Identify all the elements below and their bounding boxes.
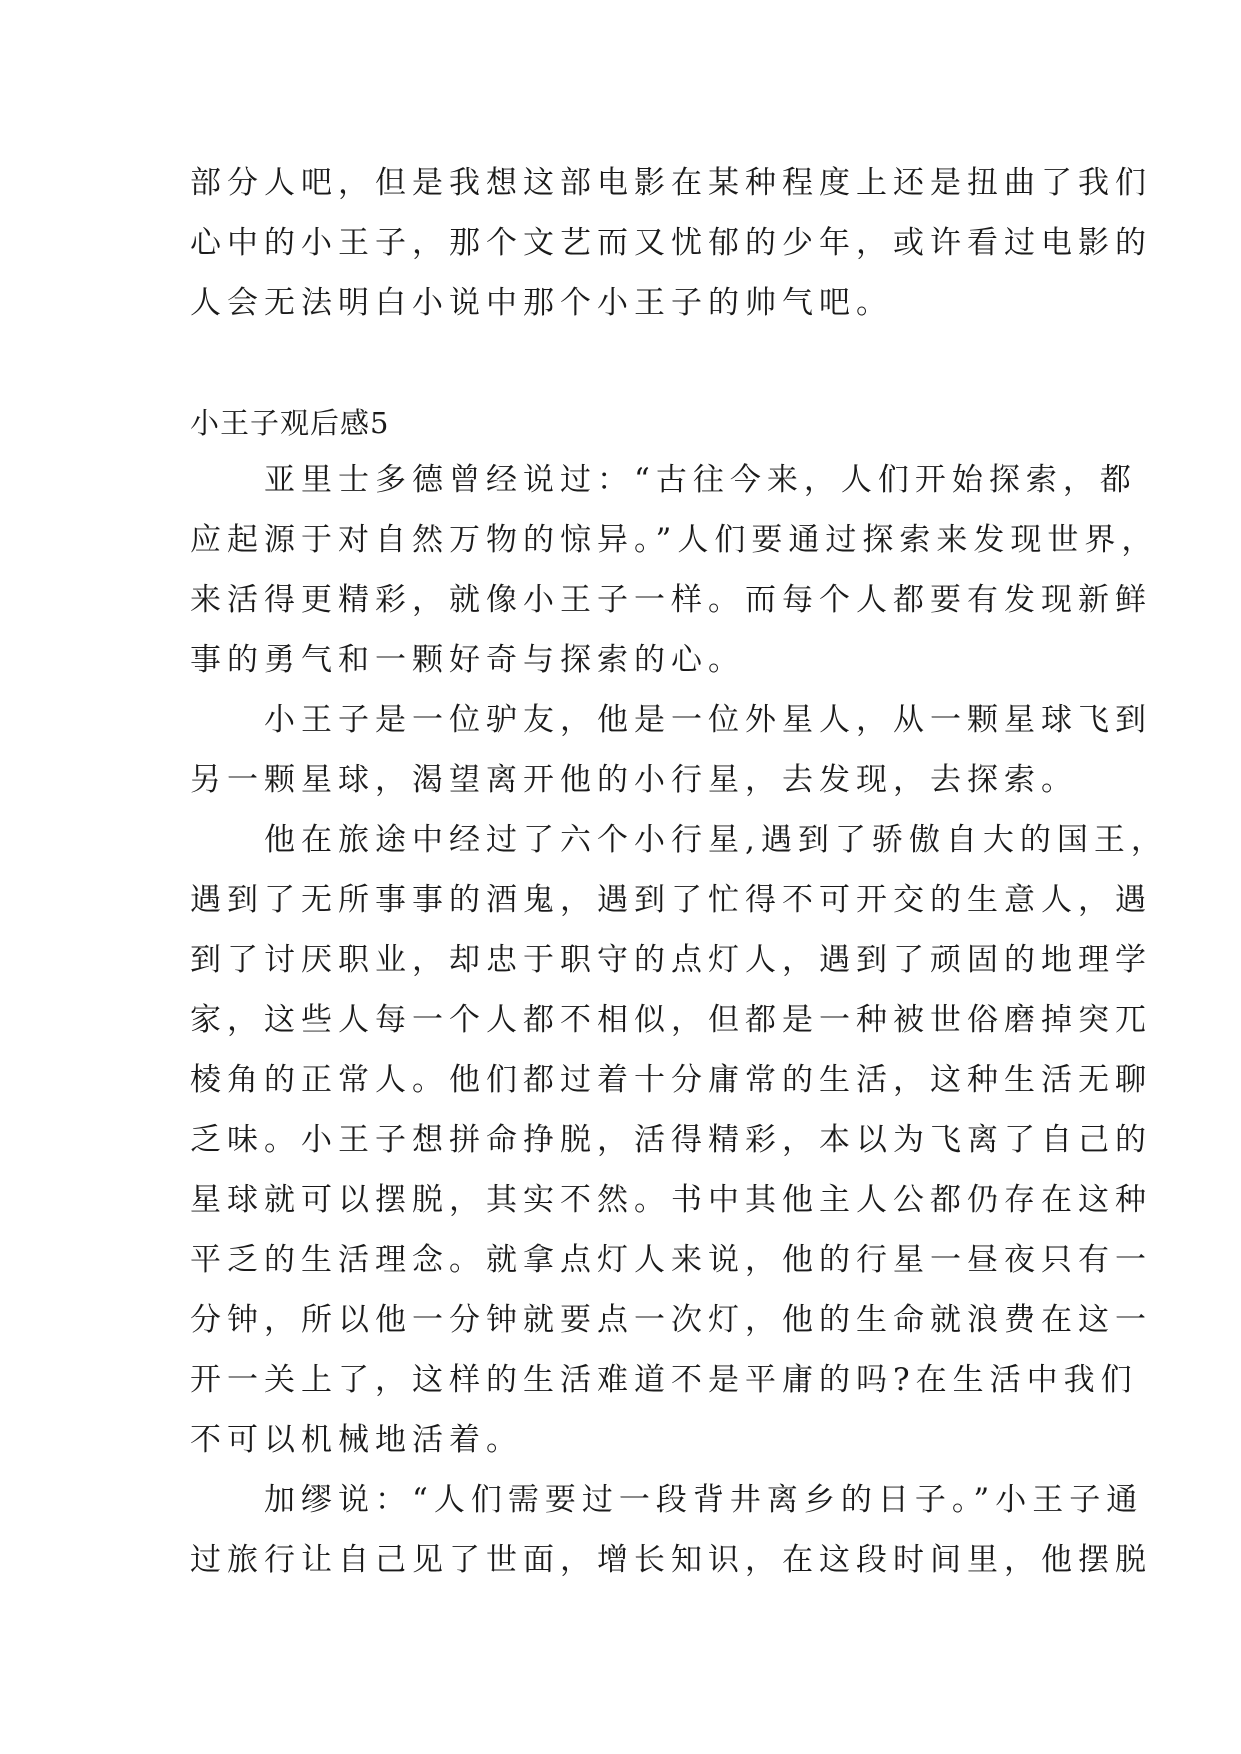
text-line: 小王子是一位驴友，他是一位外星人，从一颗星球飞到 xyxy=(190,702,1152,738)
text-line: 棱角的正常人。他们都过着十分庸常的生活，这种生活无聊 xyxy=(190,1062,1152,1098)
text-line: 分钟，所以他一分钟就要点一次灯，他的生命就浪费在这一 xyxy=(190,1302,1152,1338)
text-line: 部分人吧，但是我想这部电影在某种程度上还是扭曲了我们 xyxy=(190,165,1152,201)
text-line: 平乏的生活理念。就拿点灯人来说，他的行星一昼夜只有一 xyxy=(190,1242,1152,1278)
text-line: 心中的小王子，那个文艺而又忧郁的少年，或许看过电影的 xyxy=(190,225,1152,261)
body-text xyxy=(190,450,1168,1590)
text-line: 人会无法明白小说中那个小王子的帅气吧。 xyxy=(190,285,893,321)
text-line: 来活得更精彩，就像小王子一样。而每个人都要有发现新鲜 xyxy=(190,582,1152,618)
text-line: 事的勇气和一颗好奇与探索的心。 xyxy=(190,642,745,678)
text-line: 到了讨厌职业，却忠于职守的点灯人，遇到了顽固的地理学 xyxy=(190,942,1152,978)
intro-paragraph xyxy=(190,153,1152,333)
text-line: 他在旅途中经过了六个小行星,遇到了骄傲自大的国王， xyxy=(190,822,1168,858)
text-line: 不可以机械地活着。 xyxy=(190,1422,523,1458)
text-line: 亚里士多德曾经说过：“古往今来，人们开始探索，都 xyxy=(190,462,1137,498)
text-line: 开一关上了，这样的生活难道不是平庸的吗?在生活中我们 xyxy=(190,1362,1138,1398)
section-heading: 小王子观后感5 xyxy=(190,406,390,440)
text-line: 家，这些人每一个人都不相似，但都是一种被世俗磨掉突兀 xyxy=(190,1002,1152,1038)
text-line: 星球就可以摆脱，其实不然。书中其他主人公都仍存在这种 xyxy=(190,1182,1152,1218)
text-line: 遇到了无所事事的酒鬼，遇到了忙得不可开交的生意人，遇 xyxy=(190,882,1152,918)
text-line: 加缪说：“人们需要过一段背井离乡的日子。”小王子通 xyxy=(190,1482,1144,1518)
text-line: 过旅行让自己见了世面，增长知识，在这段时间里，他摆脱 xyxy=(190,1542,1152,1578)
text-line: 另一颗星球，渴望离开他的小行星，去发现，去探索。 xyxy=(190,762,1078,798)
text-line: 应起源于对自然万物的惊异。”人们要通过探索来发现世界， xyxy=(190,522,1159,558)
text-line: 乏味。小王子想拼命挣脱，活得精彩，本以为飞离了自己的 xyxy=(190,1122,1152,1158)
